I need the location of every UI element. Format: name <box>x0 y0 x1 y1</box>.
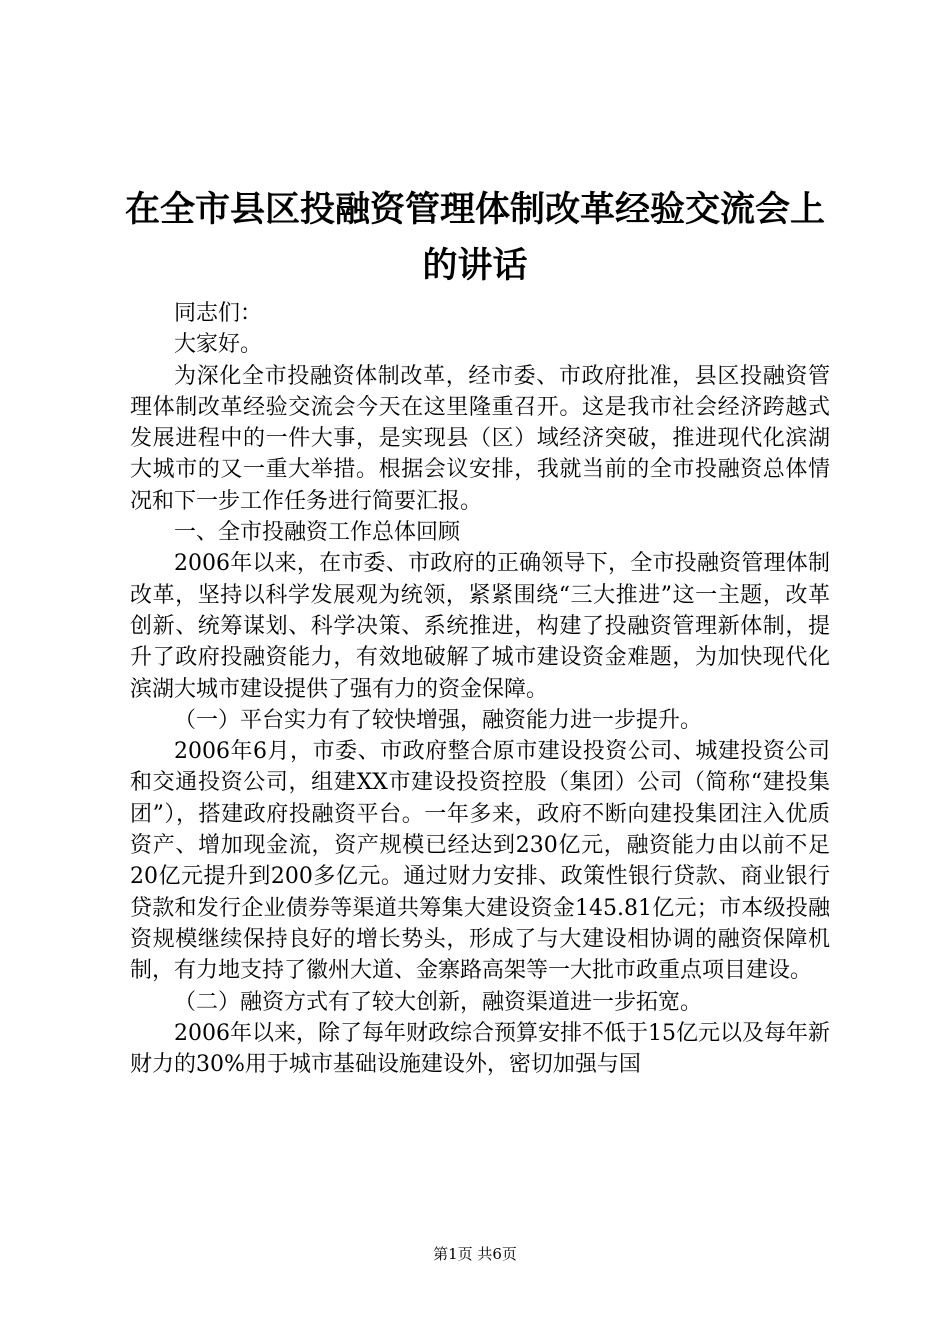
paragraph-review: 2006年以来，在市委、市政府的正确领导下，全市投融资管理体制改革，坚持以科学发展观为统领，紧紧围绕“三大推进”这一主题，改革创新、统筹谋划、科学决策、系统推进，构建了投融资管理新体制，提升了政府投融资能力，有效地破解了城市建设资金难题，为加快现代化滨湖大城市建设提供了强有力的资金保障。 <box>130 551 830 702</box>
page-footer: 第1页 共6页 <box>433 1245 517 1263</box>
greeting: 大家好。 <box>174 332 263 358</box>
paragraph-intro: 为深化全市投融资体制改革，经市委、市政府批准，县区投融资管理体制改革经验交流会今天在这里隆重召开。这是我市社会经济跨越式发展进程中的一件大事，是实现县（区）域经济突破，推进现代化滨湖大城市的又一重大举措。根据会议安排，我就当前的全市投融资总体情况和下一步工作任务进行简要汇报。 <box>130 363 830 514</box>
subheading-1: （一）平台实力有了较快增强，融资能力进一步提升。 <box>174 707 703 733</box>
paragraph-platform: 2006年6月，市委、市政府整合原市建设投资公司、城建投资公司和交通投资公司，组建XX市建设投资控股（集团）公司（简称“建投集团”），搭建政府投融资平台。一年多来，政府不断向建投集团注入优质资产、增加现金流，资产规模已经达到230亿元，融资能力由以前不足20亿元提升到200多亿元。通过财力安排、政策性银行贷款、商业银行贷款和发行企业债券等渠道共筹集大建设资金145.81亿元；市本级投融资规模继续保持良好的增长势头，形成了与大建设相协调的融资保障机制，有力地支持了徽州大道、金寨路高架等一大批市政重点项目建设。 <box>130 739 830 984</box>
paragraph-financing: 2006年以来，除了每年财政综合预算安排不低于15亿元以及每年新财力的30%用于城市基础设施建设外，密切加强与国 <box>130 1020 830 1078</box>
subheading-2: （二）融资方式有了较大创新，融资渠道进一步拓宽。 <box>174 989 703 1015</box>
section-heading-1: 一、全市投融资工作总体回顾 <box>174 520 461 546</box>
document-title: 在全市县区投融资管理体制改革经验交流会上的讲话 <box>124 190 825 286</box>
salutation: 同志们： <box>174 301 263 326</box>
document-body <box>130 298 830 1080</box>
